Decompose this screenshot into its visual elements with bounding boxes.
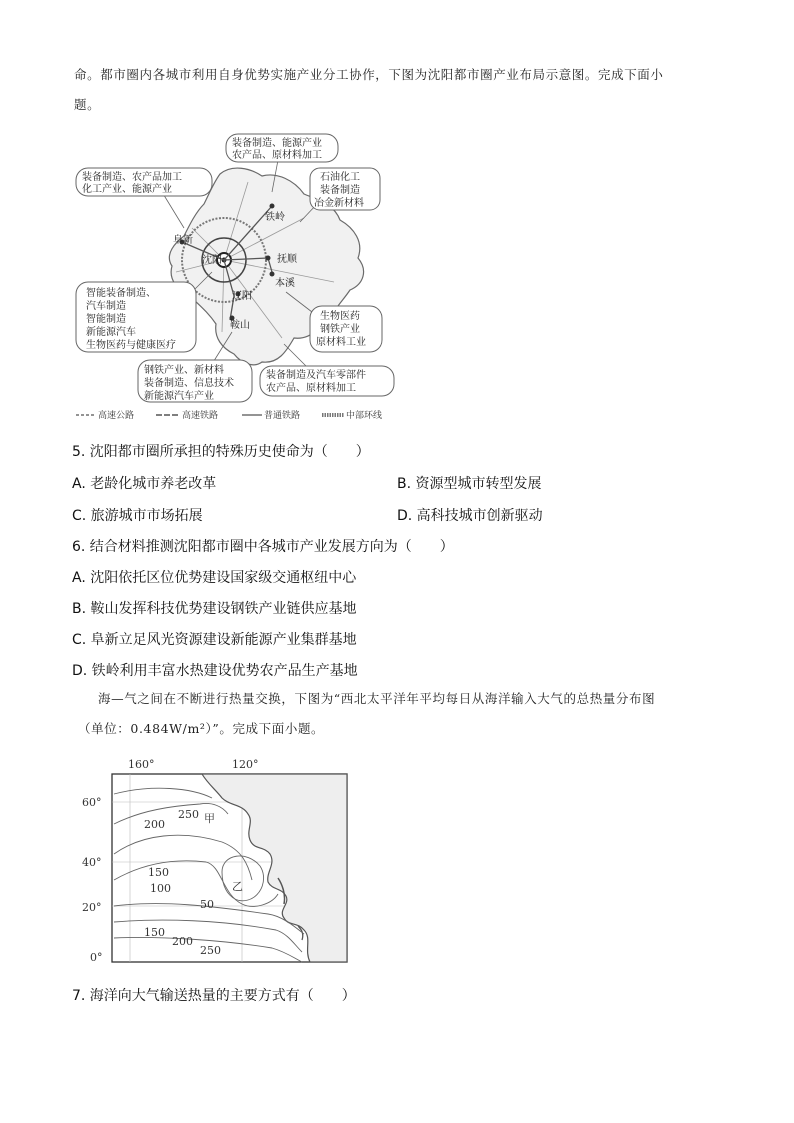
lat-label-0: 0° <box>90 951 103 964</box>
city-liaoyang: 辽阳 <box>232 291 252 302</box>
shenyang-industry-map <box>72 132 402 424</box>
svg-text:新能源汽车产业: 新能源汽车产业 <box>144 391 214 402</box>
point-yi: 乙 <box>232 880 243 893</box>
intro-paragraph-1 <box>74 60 724 120</box>
question-6-stem: 6. 结合材料推测沈阳都市圈中各城市产业发展方向为（ ） <box>72 539 454 555</box>
intro-line-1: 命。都市圈内各城市利用自身优势实施产业分工协作，下图为沈阳都市圈产业布局示意图。完成下面小 <box>74 67 664 82</box>
contour-label-150: 150 <box>148 866 169 879</box>
city-fuxin: 阜新 <box>173 235 193 246</box>
svg-text:装备制造: 装备制造 <box>320 185 360 196</box>
heat-flux-map <box>72 754 362 969</box>
svg-text:农产品、原材料加工: 农产品、原材料加工 <box>266 383 356 394</box>
city-benxi: 本溪 <box>275 278 295 289</box>
lat-label-60: 60° <box>82 796 102 809</box>
point-jia: 甲 <box>204 812 215 825</box>
svg-text:生物医药: 生物医药 <box>320 311 360 322</box>
q6-option-c[interactable]: C. 阜新立足风光资源建设新能源产业集群基地 <box>72 632 357 648</box>
question-7-stem: 7. 海洋向大气输送热量的主要方式有（ ） <box>72 988 356 1004</box>
svg-text:农产品、原材料加工: 农产品、原材料加工 <box>232 150 322 161</box>
svg-text:原材料工业: 原材料工业 <box>316 337 366 348</box>
svg-text:高速铁路: 高速铁路 <box>182 411 219 421</box>
city-anshan: 鞍山 <box>230 320 250 331</box>
q5-option-d[interactable]: D. 高科技城市创新驱动 <box>397 508 543 524</box>
q5-option-a[interactable]: A. 老龄化城市养老改革 <box>72 476 217 492</box>
contour-label-150-south: 150 <box>144 926 165 939</box>
city-fushun: 抚顺 <box>277 254 297 265</box>
contour-label-50: 50 <box>200 898 214 911</box>
svg-text:智能装备制造、: 智能装备制造、 <box>86 288 156 299</box>
intro2-line-1: 海—气之间在不断进行热量交换，下图为“西北太平洋年平均每日从海洋输入大气的总热量分布图 <box>98 691 656 706</box>
lon-label-160: 160° <box>128 758 155 771</box>
contour-label-200-south: 200 <box>172 935 193 948</box>
svg-text:智能制造: 智能制造 <box>86 314 126 325</box>
svg-text:化工产业、能源产业: 化工产业、能源产业 <box>82 184 172 195</box>
intro-line-2: 题。 <box>74 97 101 112</box>
lon-label-120: 120° <box>232 758 259 771</box>
q6-option-b[interactable]: B. 鞍山发挥科技优势建设钢铁产业链供应基地 <box>72 601 357 617</box>
q5-option-c[interactable]: C. 旅游城市市场拓展 <box>72 508 203 524</box>
q6-option-a[interactable]: A. 沈阳依托区位优势建设国家级交通枢纽中心 <box>72 570 357 586</box>
svg-text:冶金新材料: 冶金新材料 <box>314 198 364 209</box>
svg-text:新能源汽车: 新能源汽车 <box>86 327 136 338</box>
contour-label-100: 100 <box>150 882 171 895</box>
svg-text:汽车制造: 汽车制造 <box>86 301 126 312</box>
intro-paragraph-2 <box>78 684 718 744</box>
city-tieling: 铁岭 <box>265 212 285 223</box>
svg-text:中部环线: 中部环线 <box>346 411 383 421</box>
question-5-stem: 5. 沈阳都市圈所承担的特殊历史使命为（ ） <box>72 444 370 460</box>
svg-text:高速公路: 高速公路 <box>98 411 135 421</box>
city-shenyang: 沈阳 <box>202 255 222 266</box>
svg-text:装备制造、农产品加工: 装备制造、农产品加工 <box>82 172 182 183</box>
svg-text:生物医药与健康医疗: 生物医药与健康医疗 <box>86 340 176 351</box>
contour-label-250: 250 <box>178 808 199 821</box>
svg-text:普通铁路: 普通铁路 <box>264 411 301 421</box>
lat-label-20: 20° <box>82 901 102 914</box>
svg-text:石油化工: 石油化工 <box>320 172 360 183</box>
contour-label-200: 200 <box>144 818 165 831</box>
contour-label-250-south: 250 <box>200 944 221 957</box>
map-legend <box>76 409 382 421</box>
q5-option-b[interactable]: B. 资源型城市转型发展 <box>397 476 542 492</box>
lat-label-40: 40° <box>82 856 102 869</box>
svg-text:装备制造、能源产业: 装备制造、能源产业 <box>232 138 322 149</box>
intro2-line-2: （单位：0.484W/m²）”。完成下面小题。 <box>78 721 325 736</box>
svg-text:装备制造、信息技术: 装备制造、信息技术 <box>144 378 234 389</box>
q6-option-d[interactable]: D. 铁岭利用丰富水热建设优势农产品生产基地 <box>72 663 358 679</box>
svg-text:装备制造及汽车零部件: 装备制造及汽车零部件 <box>266 370 366 381</box>
svg-text:钢铁产业: 钢铁产业 <box>320 324 360 335</box>
svg-text:钢铁产业、新材料: 钢铁产业、新材料 <box>144 365 224 376</box>
